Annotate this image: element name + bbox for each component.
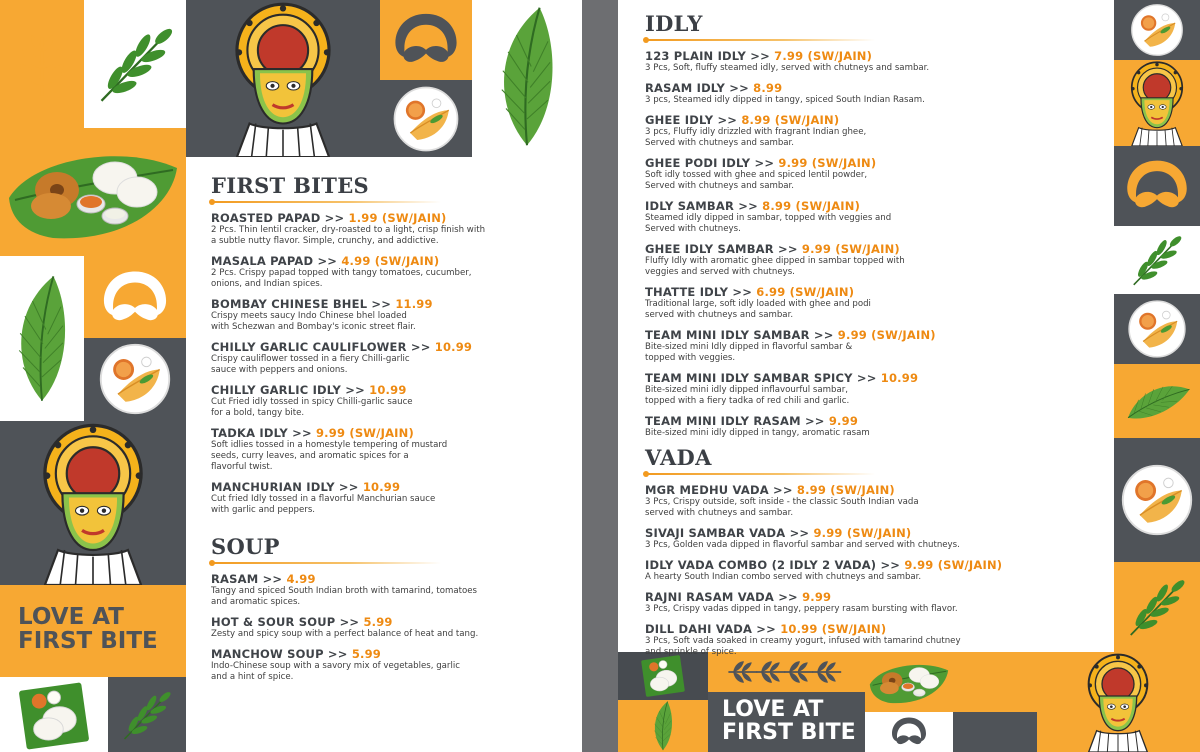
slogan-tile-r <box>708 692 865 752</box>
menu-item-price: 8.99 <box>753 81 783 95</box>
menu-item-price: 7.99 (SW/JAIN) <box>774 49 873 63</box>
section-title-vada: VADA <box>645 445 712 470</box>
dosa-tile-r1 <box>1114 0 1200 60</box>
menu-item-title <box>211 572 577 586</box>
menu-item-name: CHILLY GARLIC IDLY >> <box>211 383 370 397</box>
menu-item-name: ROASTED PAPAD >> <box>211 211 349 225</box>
menu-item-description: 3 Pcs, Crispy outside, soft inside - the classic South Indian vada served with chutneys and sambar. <box>645 497 919 518</box>
curry-leaf-icon <box>90 18 182 110</box>
banana-leaf-icon <box>4 264 80 414</box>
menu-item-description: Bite-sized mini idly dipped in tangy, aromatic rasam <box>645 428 870 438</box>
menu-item-description: Crispy meets saucy Indo Chinese bhel loaded with Schezwan and Bombay's iconic street flair. <box>211 311 416 332</box>
menu-item <box>645 328 1105 364</box>
kathakali-face-icon <box>1122 60 1192 146</box>
menu-item-name: GHEE IDLY SAMBAR >> <box>645 242 802 256</box>
menu-item-title <box>645 483 1105 497</box>
menu-item-price: 11.99 <box>395 297 433 311</box>
menu-item-description: Cut Fried idly tossed in spicy Chilli-garlic sauce for a bold, tangy bite. <box>211 397 413 418</box>
menu-item-price: 10.99 <box>369 383 407 397</box>
left-menu-page <box>0 0 582 752</box>
menu-item-name: HOT & SOUR SOUP >> <box>211 615 364 629</box>
menu-item-price: 6.99 (SW/JAIN) <box>756 285 855 299</box>
banana-leaf-tile-2 <box>0 256 84 421</box>
menu-item-price: 9.99 <box>828 414 859 428</box>
idly-plate-icon <box>17 679 91 752</box>
menu-item-title <box>211 426 577 440</box>
left-menu-content <box>211 174 577 690</box>
dosa-plate-icon <box>391 84 461 154</box>
kathakali-tile-top <box>186 0 380 157</box>
menu-item-title <box>211 615 577 629</box>
menu-item <box>645 590 1105 615</box>
menu-item <box>645 483 1105 519</box>
idly-plate-tile <box>0 677 108 752</box>
menu-item-price: 9.99 (SW/JAIN) <box>801 242 900 256</box>
curry-leaf-tile-r <box>1114 226 1200 294</box>
menu-item-name: TEAM MINI IDLY SAMBAR SPICY >> <box>645 371 881 385</box>
menu-item-price: 5.99 <box>351 647 381 661</box>
slogan-tile <box>0 585 186 677</box>
menu-item <box>645 558 1105 583</box>
dosa-tile-r2 <box>1114 294 1200 364</box>
mustache-tile-b <box>865 712 953 752</box>
menu-item-name: MGR MEDHU VADA >> <box>645 483 797 497</box>
menu-item-name: IDLY VADA COMBO (2 IDLY 2 VADA) >> <box>645 558 905 572</box>
mustache-logo-icon <box>97 266 173 330</box>
menu-item-name: BOMBAY CHINESE BHEL >> <box>211 297 396 311</box>
menu-item-price: 8.99 (SW/JAIN) <box>796 483 895 497</box>
menu-item-name: SIVAJI SAMBAR VADA >> <box>645 526 814 540</box>
menu-item-description: Steamed idly dipped in sambar, topped with veggies and Served with chutneys. <box>645 213 892 234</box>
menu-item-title <box>211 340 577 354</box>
menu-item-description: Soft idly tossed with ghee and spiced lentil powder, Served with chutneys and sambar. <box>645 170 868 191</box>
menu-item-description: Bite-sized mini Idly dipped in flavorful sambar & topped with veggies. <box>645 342 853 363</box>
curry-leaf-tile <box>84 0 186 128</box>
menu-item-title <box>645 81 1105 95</box>
menu-item-description: Zesty and spicy soup with a perfect balance of heat and tang. <box>211 629 479 639</box>
section-divider <box>645 473 875 475</box>
menu-item-name: 123 PLAIN IDLY >> <box>645 49 775 63</box>
kathakali-tile-r <box>1114 60 1200 146</box>
banana-leaf-tile-r <box>1114 364 1200 438</box>
menu-item-price: 1.99 (SW/JAIN) <box>348 211 447 225</box>
menu-item-description: Crispy cauliflower tossed in a fiery Chilli-garlic sauce with peppers and onions. <box>211 354 410 375</box>
menu-item-price: 9.99 (SW/JAIN) <box>813 526 912 540</box>
menu-item-title <box>645 622 1105 636</box>
curry-leaf-icon <box>1126 229 1188 291</box>
menu-item-name: MASALA PAPAD >> <box>211 254 342 268</box>
menu-item <box>211 254 577 290</box>
dosa-tile-r3 <box>1114 438 1200 562</box>
menu-item-title <box>211 211 577 225</box>
menu-item-price: 4.99 <box>286 572 316 586</box>
menu-item-title <box>645 199 1105 213</box>
menu-item-name: TADKA IDLY >> <box>211 426 316 440</box>
curry-leaf-icon <box>1122 572 1192 642</box>
menu-item-description: Indo-Chinese soup with a savory mix of vegetables, garlic and a hint of spice. <box>211 661 460 682</box>
menu-item <box>645 371 1105 407</box>
menu-item-price: 8.99 (SW/JAIN) <box>762 199 861 213</box>
kathakali-tile-left <box>0 421 186 585</box>
section-divider <box>211 562 441 564</box>
banana-leaf-icon <box>1114 364 1200 438</box>
slogan-text: LOVE AT FIRST BITE <box>18 604 158 655</box>
banana-leaf-tile-b <box>618 700 708 752</box>
menu-item-name: DILL DAHI VADA >> <box>645 622 781 636</box>
menu-item-price: 10.99 <box>434 340 473 354</box>
dosa-plate-icon <box>1129 2 1185 58</box>
menu-item-name: IDLY SAMBAR >> <box>645 199 763 213</box>
curry-leaf-tile-2 <box>108 677 186 752</box>
menu-item-price: 9.99 <box>802 590 832 604</box>
dosa-plate-icon <box>1126 298 1188 360</box>
menu-item <box>645 414 1105 439</box>
menu-item-title <box>645 414 1105 428</box>
menu-item-title <box>211 254 577 268</box>
menu-item-name: THATTE IDLY >> <box>645 285 757 299</box>
menu-item-title <box>211 647 577 661</box>
menu-item-title <box>645 590 1105 604</box>
menu-item-name: RASAM >> <box>211 572 287 586</box>
menu-item-title <box>645 49 1105 63</box>
menu-item-description: 2 Pcs. Thin lentil cracker, dry-roasted to a light, crisp finish with a subtle nutty flavor. Simple, crunchy, and addictive. <box>211 225 486 246</box>
menu-item <box>211 480 577 516</box>
menu-item <box>211 297 577 333</box>
menu-item-title <box>645 285 1105 299</box>
menu-item-title <box>211 383 577 397</box>
menu-item <box>211 383 577 419</box>
menu-item-price: 4.99 (SW/JAIN) <box>341 254 440 268</box>
menu-item <box>645 285 1105 321</box>
mustache-logo-icon <box>889 714 929 750</box>
menu-item <box>645 156 1105 192</box>
menu-item-title <box>211 480 577 494</box>
right-menu-page <box>618 0 1200 752</box>
kathakali-face-icon <box>213 0 353 157</box>
mustache-logo-icon <box>1122 155 1192 217</box>
menu-item <box>645 113 1105 149</box>
menu-item <box>645 81 1105 106</box>
menu-item <box>645 199 1105 235</box>
kathakali-tile-b <box>1037 652 1200 752</box>
menu-item-name: TEAM MINI IDLY SAMBAR >> <box>645 328 838 342</box>
menu-item-title <box>645 558 1105 572</box>
mustache-logo-icon <box>390 8 462 72</box>
menu-item-description: 3 Pcs, Soft, fluffy steamed idly, served with chutneys and sambar. <box>645 63 930 73</box>
menu-item <box>211 615 577 640</box>
mustache-tile-2 <box>84 256 186 338</box>
dosa-tile <box>380 80 472 157</box>
vada-list <box>645 483 1105 658</box>
menu-item <box>211 211 577 247</box>
dark-tile-b <box>953 712 1037 752</box>
menu-item-name: MANCHURIAN IDLY >> <box>211 480 363 494</box>
menu-item-description: Fluffy Idly with aromatic ghee dipped in sambar topped with veggies and served with chutneys. <box>645 256 905 277</box>
menu-item-name: RAJNI RASAM VADA >> <box>645 590 803 604</box>
menu-item-description: 3 pcs, Fluffy idly drizzled with fragrant Indian ghee, Served with chutneys and sambar. <box>645 127 867 148</box>
menu-item-name: TEAM MINI IDLY RASAM >> <box>645 414 829 428</box>
section-divider <box>211 201 441 203</box>
menu-item <box>645 622 1105 658</box>
menu-item <box>211 647 577 683</box>
menu-item-price: 9.99 (SW/JAIN) <box>904 558 1003 572</box>
mustache-tile-r <box>1114 146 1200 226</box>
kathakali-face-icon <box>1078 652 1158 752</box>
menu-item-description: Tangy and spiced South Indian broth with tamarind, tomatoes and aromatic spices. <box>211 586 477 607</box>
kathakali-face-icon <box>23 421 163 585</box>
menu-item-price: 10.99 (SW/JAIN) <box>780 622 887 636</box>
menu-item-price: 10.99 <box>880 371 919 385</box>
mustache-tile <box>380 0 472 80</box>
menu-item <box>211 426 577 473</box>
banana-leaf-icon <box>643 700 683 752</box>
menu-item <box>645 526 1105 551</box>
idly-vada-tile <box>0 128 186 256</box>
menu-item-name: CHILLY GARLIC CAULIFLOWER >> <box>211 340 435 354</box>
first-bites-list <box>211 211 577 516</box>
menu-item-description: A hearty South Indian combo served with chutneys and sambar. <box>645 572 922 582</box>
menu-item-price: 5.99 <box>363 615 393 629</box>
menu-item-price: 8.99 (SW/JAIN) <box>741 113 840 127</box>
curry-leaf-tile-r2 <box>1114 562 1200 652</box>
menu-item-price: 9.99 (SW/JAIN) <box>315 426 414 440</box>
menu-item-description: 3 Pcs, Crispy vadas dipped in tangy, peppery rasam bursting with flavor. <box>645 604 958 614</box>
dosa-plate-icon <box>97 341 173 417</box>
menu-item-price: 10.99 <box>362 480 401 494</box>
dosa-tile-2 <box>84 338 186 421</box>
menu-item-title <box>211 297 577 311</box>
banana-leaf-icon <box>485 2 569 152</box>
section-title-first-bites: FIRST BITES <box>211 173 369 198</box>
idly-vada-leaf-icon <box>3 138 183 248</box>
menu-item-description: Cut fried Idly tossed in a flavorful Manchurian sauce with garlic and peppers. <box>211 494 436 515</box>
menu-item-description: 3 pcs, Steamed idly dipped in tangy, spiced South Indian Rasam. <box>645 95 925 105</box>
menu-item-title <box>645 526 1105 540</box>
slogan-text: LOVE AT FIRST BITE <box>722 697 856 746</box>
menu-item-title <box>645 371 1105 385</box>
menu-item-description: Soft idlies tossed in a homestyle tempering of mustard seeds, curry leaves, and aromatic spices for a flavorful twist. <box>211 440 448 472</box>
menu-item-name: GHEE IDLY >> <box>645 113 742 127</box>
soup-list <box>211 572 577 683</box>
menu-item <box>645 242 1105 278</box>
dosa-plate-icon <box>1119 445 1195 555</box>
right-menu-content <box>645 12 1105 665</box>
menu-item-price: 9.99 (SW/JAIN) <box>837 328 936 342</box>
section-divider <box>645 39 875 41</box>
menu-item-description: Traditional large, soft idly loaded with ghee and podi served with chutneys and sambar. <box>645 299 871 320</box>
menu-item-name: RASAM IDLY >> <box>645 81 754 95</box>
menu-item-title <box>645 113 1105 127</box>
menu-item-title <box>645 328 1105 342</box>
menu-item-description: 3 Pcs, Soft vada soaked in creamy yogurt, infused with tamarind chutney and sprinkle of spice. <box>645 636 961 657</box>
idly-list <box>645 49 1105 439</box>
wheat-icon <box>6 14 78 114</box>
menu-item-description: 3 Pcs, Golden vada dipped in flavorful sambar and served with chutneys. <box>645 540 960 550</box>
curry-leaf-icon <box>117 685 177 745</box>
menu-item-description: 2 Pcs. Crispy papad topped with tangy tomatoes, cucumber, onions, and Indian spices. <box>211 268 472 289</box>
menu-item <box>211 340 577 376</box>
menu-item-name: MANCHOW SOUP >> <box>211 647 352 661</box>
banana-leaf-tile <box>472 0 582 157</box>
menu-item-price: 9.99 (SW/JAIN) <box>778 156 877 170</box>
menu-item <box>645 49 1105 74</box>
menu-item-description: Bite-sized mini idly dipped inflavourful sambar, topped with a fiery tadka of red chili and garlic. <box>645 385 850 406</box>
menu-item <box>211 572 577 608</box>
menu-item-title <box>645 242 1105 256</box>
menu-item-title <box>645 156 1105 170</box>
section-title-soup: SOUP <box>211 534 280 559</box>
wheat-tile <box>0 0 84 128</box>
menu-item-name: GHEE PODI IDLY >> <box>645 156 779 170</box>
section-title-idly: IDLY <box>645 11 703 36</box>
